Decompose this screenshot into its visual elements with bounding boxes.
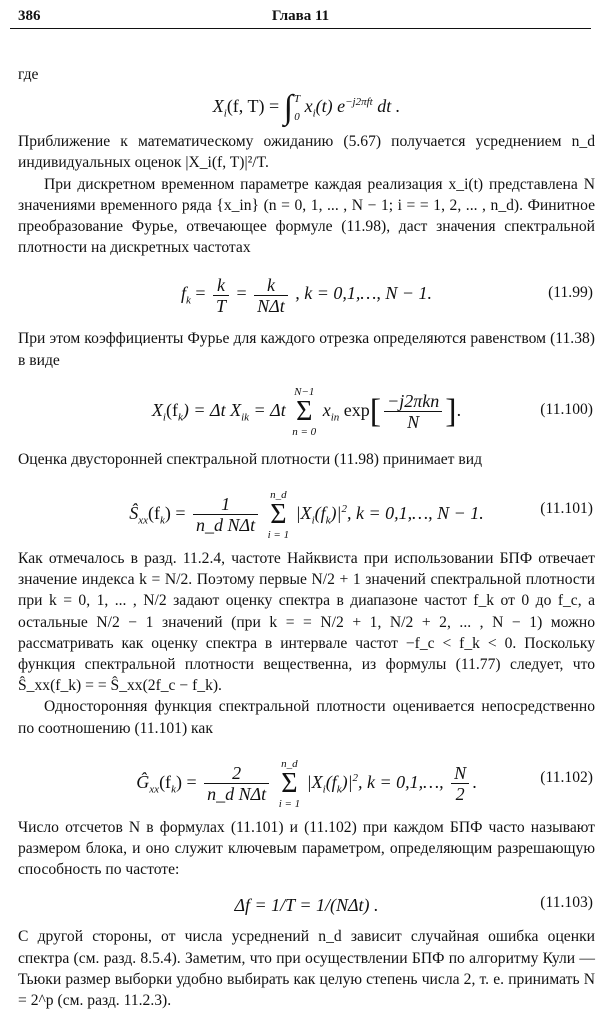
equation-number: (11.102) — [540, 768, 593, 786]
equation-number: (11.99) — [548, 284, 593, 302]
paragraph-8: С другой стороны, от числа усреднений n_d зависит случайная ошибка оценки спектра (см. разд. 8.5.4). Заметим, что при осуществлении БПФ по алгоритму Кули — Тьюки размер выборки удобно выбирать как целую степень числа 2, т. е. принимать N = 2^p (см. разд. 11.2.3). — [18, 928, 595, 1010]
paragraph-6: Односторонняя функция спектральной плотности оценивается непосредственно по соотношению (11.101) как — [18, 698, 595, 737]
equation-number: (11.103) — [540, 894, 593, 912]
equation-11-101: $Ŝ_{xx}(f_k)$ = $\frac{1}{\text{n\_d NΔt}}$ n_d Σ i = 1 $|X_i(f_k)|^2$, k = 0,1,…, N − 1. (11.101) — [18, 476, 595, 542]
equation-number: (11.101) — [540, 500, 593, 518]
page-content — [18, 64, 595, 1011]
equation-11-102: $Ĝ_{xx}(f_k)$ = $\frac{2}{\text{n\_d NΔt}}$ n_d Σ i = 1 $|X_i(f_k)|^2$, k = 0,1,…, $\frac{N}{2}$ . (11.102) — [18, 745, 595, 811]
paragraph-2: При дискретном временном параметре каждая реализация x_i(t) представлена N значениями временного ряда {x_in} (n = 0, 1, ... , N − 1; i = = 1, 2, ... , n_d). Финитное преобразование Фурье, отвечающее формуле (11.98), даст значения спектральной плотности на дискретных частотах — [18, 175, 595, 257]
paragraph-1: Приближение к математическому ожиданию (5.67) получается усреднением n_d индивидуальных оценок |X_i(f, T)|²/T. — [18, 133, 595, 172]
integral-sign: ∫ T 0 — [283, 89, 301, 127]
chapter-title: Глава 11 — [271, 8, 330, 24]
page-number: 386 — [18, 8, 41, 24]
equation-11-103: Δf = 1/T = 1/(NΔt) . (11.103) — [18, 886, 595, 920]
running-header — [10, 6, 591, 29]
summation-sign: N−1 Σ n = 0 — [292, 385, 317, 438]
paragraph-7: Число отсчетов N в формулах (11.101) и (11.102) при каждом БПФ часто называют размером блока, и оно служит ключевым параметром, определяющим разрешающую способность по частоте: — [18, 818, 595, 879]
equation-finite-fourier: $X_i(f$, T) = ∫ T 0 $x_i(t)$ $e^{-j2\pi ft}$ dt . — [212, 89, 401, 127]
summation-sign: n_d Σ i = 1 — [267, 488, 290, 541]
equation-number: (11.100) — [540, 400, 593, 418]
equation-11-99: $f_k$ = $\frac{k}{T}$ = $\frac{k}{\text{NΔt}}$ , k = 0,1,…, N − 1. (11.99) — [18, 264, 595, 322]
paragraph-5: Как отмечалось в разд. 11.2.4, частоте Найквиста при использовании БПФ отвечает значение индекса k = N/2. Поэтому первые N/2 + 1 значений спектральной плотности при k = 0, 1, ... , N/2 задают оценку спектра в диапазоне частот f_k от 0 до f_c, а остальные N/2 − 1 значений (при k = = N/2 + 1, N/2 + 2, ... , N − 1) можно рассматривать как оценку спектра в интервале частот −f_c < f_k < 0. Поскольку функция спектральной плотности вещественна, из формулы (11.77) следует, что Ŝ_xx(f_k) = = Ŝ_xx(2f_c − f_k). — [18, 550, 595, 695]
paragraph-4: Оценка двусторонней спектральной плотности (11.98) принимает вид — [18, 450, 483, 468]
paragraph-3: При этом коэффициенты Фурье для каждого отрезка определяются равенством (11.38) в виде — [18, 330, 595, 369]
equation-11-100: $X_i(f_k) = \Delta t$ $X_{ik} = \Delta t$ N−1 Σ n = 0 $x_{in}$ exp[ $\frac{\text{−j2πkn}}{N}$ ]. (11.100) — [18, 377, 595, 443]
where-word: где — [18, 66, 39, 83]
summation-sign: n_d Σ i = 1 — [278, 757, 301, 810]
